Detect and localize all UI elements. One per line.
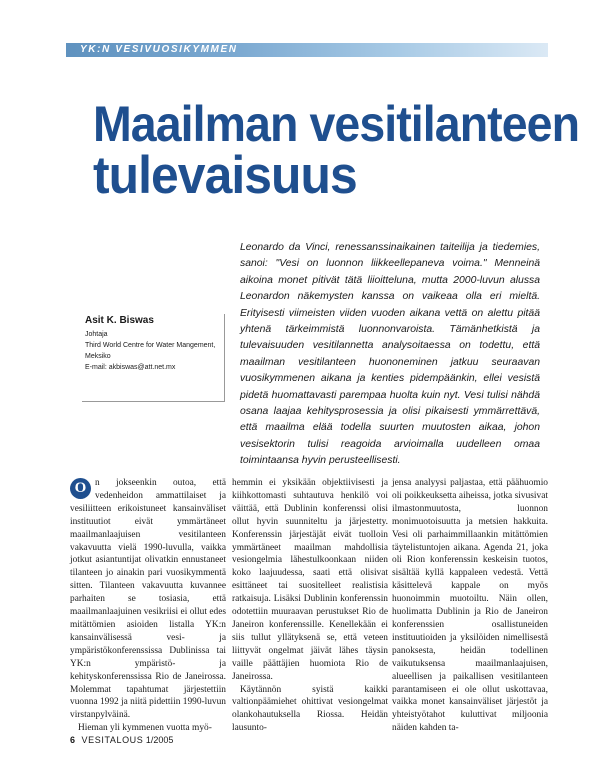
page-footer (70, 735, 173, 745)
body-column-3 (392, 477, 548, 735)
author-name: Asit K. Biswas (85, 315, 154, 326)
article-title-line-1: Maailman vesitilanteen (93, 96, 580, 152)
author-box (82, 314, 225, 402)
drop-cap: O (70, 478, 91, 499)
body-column-1 (70, 477, 226, 735)
article-title-line-2: tulevaisuus (93, 146, 357, 205)
intro-paragraph: Leonardo da Vinci, renessanssinaikainen taiteilija ja tiedemies, sanoi: "Vesi on luonnon liikkeellepaneva voima." Menneinä aikoina monet pitivät tätä liioitteluna, mutta 2000-luvun alussa Leonardon näkemysten kanssa on vaikeaa olla eri mieltä. Erityisesti viimeisten viiden vuoden aikana vettä on alettu pitää yhtenä tärkeimmistä luonnonvaroista. Tämänhetkistä ja tulevaisuuden vesitilannetta analysoitaessa on todettu, että maailman vesitilanteen huononeminen jatkuu seuraavan vuosikymmenen aikana ja kenties pidempäänkin, ellei vesistä pidetä huomattavasti parempaa huolta kuin nyt. Vesi tulisi nähdä osana laajaa kehitysprosessia ja olisi pikaisesti ymmärrettävä, että maailma elää todella suurten muutosten aikaa, johon vesisektorin tulisi reagoida arvioimalla uudelleen omaa toimintaansa hyvin perusteellisesti. (240, 242, 540, 467)
author-country: Meksiko (85, 353, 111, 360)
author-email[interactable]: E-mail: akbiswas@att.net.mx (85, 364, 176, 371)
body-paragraph: Käytännön syistä kaikki valtionpäämiehet ohittivat vesiongelmat olankohautuksella Riossa. Heidän lausunto- (232, 684, 388, 734)
page-number: 6 (70, 735, 76, 745)
section-banner (66, 43, 548, 57)
body-paragraph: n jokseenkin outoa, että vedenheidon ammattilaiset ja vesiliitteen erikoistuneet kansainväliset instituutiot eivät ymmärtäneet maailmanlaajuisen vesitilanteen vakavuutta vielä 1990-luvulla, vaikka jotkut asiantuntijat olivatkin ennustaneet tilanteen jo ainakin pari vuosikymmentä sitten. Tilanteen vakavuutta kuvannee parhaiten se tosiasia, että maailmanlaajuinen vesikriisi ei ollut edes mitättömien asioiden listalla YK:n kansainvälisessä vesi- ja ympäristökonferenssissa Dublinissa tai YK:n ympäristö- ja kehityskonferenssissa Rio de Janeirossa. Molemmat tapahtumat järjestettiin vuonna 1992 ja niitä pidettiin 1990-luvun virstanpylväinä. (70, 478, 226, 721)
section-banner-text: YK:N VESIVUOSIKYMMEN (80, 44, 238, 55)
body-paragraph: Hieman yli kymmenen vuotta myö- (78, 723, 212, 734)
body-column-2 (232, 477, 388, 735)
body-paragraph: jensa analyysi paljastaa, että päähuomio oli poikkeuksetta aiheissa, jotka sivusivat ilmastonmuutosta, luonnon monimuotoisuutta ja metsien hakkuita. Vesi oli parhaimmillaankin mitättömien täytelistuntojen aikana. Agenda 21, joka oli Rion konferenssin keskeisin tuotos, sisältää kyllä kappaleen vedestä. Vettä käsittelevä kappale on myös huonoimmin muotoiltu. Näin ollen, huolimatta Dublinin ja Rio de Janeiron konferenssien osallistuneiden instituutioiden ja yksilöiden nimellisestä panoksesta, heidän todellinen vaikutuksensa maailmanlaajuisen, alueellisen ja paikallisen vesitilanteen parantamiseen ei ole ollut uskottavaa, vaikka monet kansainväliset järjestöt ja yhteistyötahot kuluttivat miljoonia näiden kahden ta- (392, 478, 548, 734)
author-role: Johtaja (85, 331, 108, 338)
body-paragraph: hemmin ei yksikään objektiivisesti ja kiihkottomasti suhtautuva henkilö voi väittää, että Dublinin konferenssi olisi ollut hyvin suunniteltu ja järjestetty. Konferenssin järjestäjät eivät tuolloin ymmärtäneet maailman mahdollisia vesiongelmia lähestulkoonkaan niiden koko laajuudessa, saati että olisivat esittäneet tai suositelleet realistisia ratkaisuja. Lisäksi Dublinin konferenssin odotettiin muuraavan perustukset Rio de Janeiron konferenssille. Kenellekään ei siis tullut yllätyksenä se, että veteen liittyvät ongelmat jäivät lähes täysin vaille päättäjien huomiota Rio de Janeirossa. (232, 478, 388, 682)
magazine-name: VESITALOUS (81, 735, 144, 745)
author-organization: Third World Centre for Water Mangement, (85, 342, 216, 349)
issue-number: 1/2005 (145, 735, 174, 745)
